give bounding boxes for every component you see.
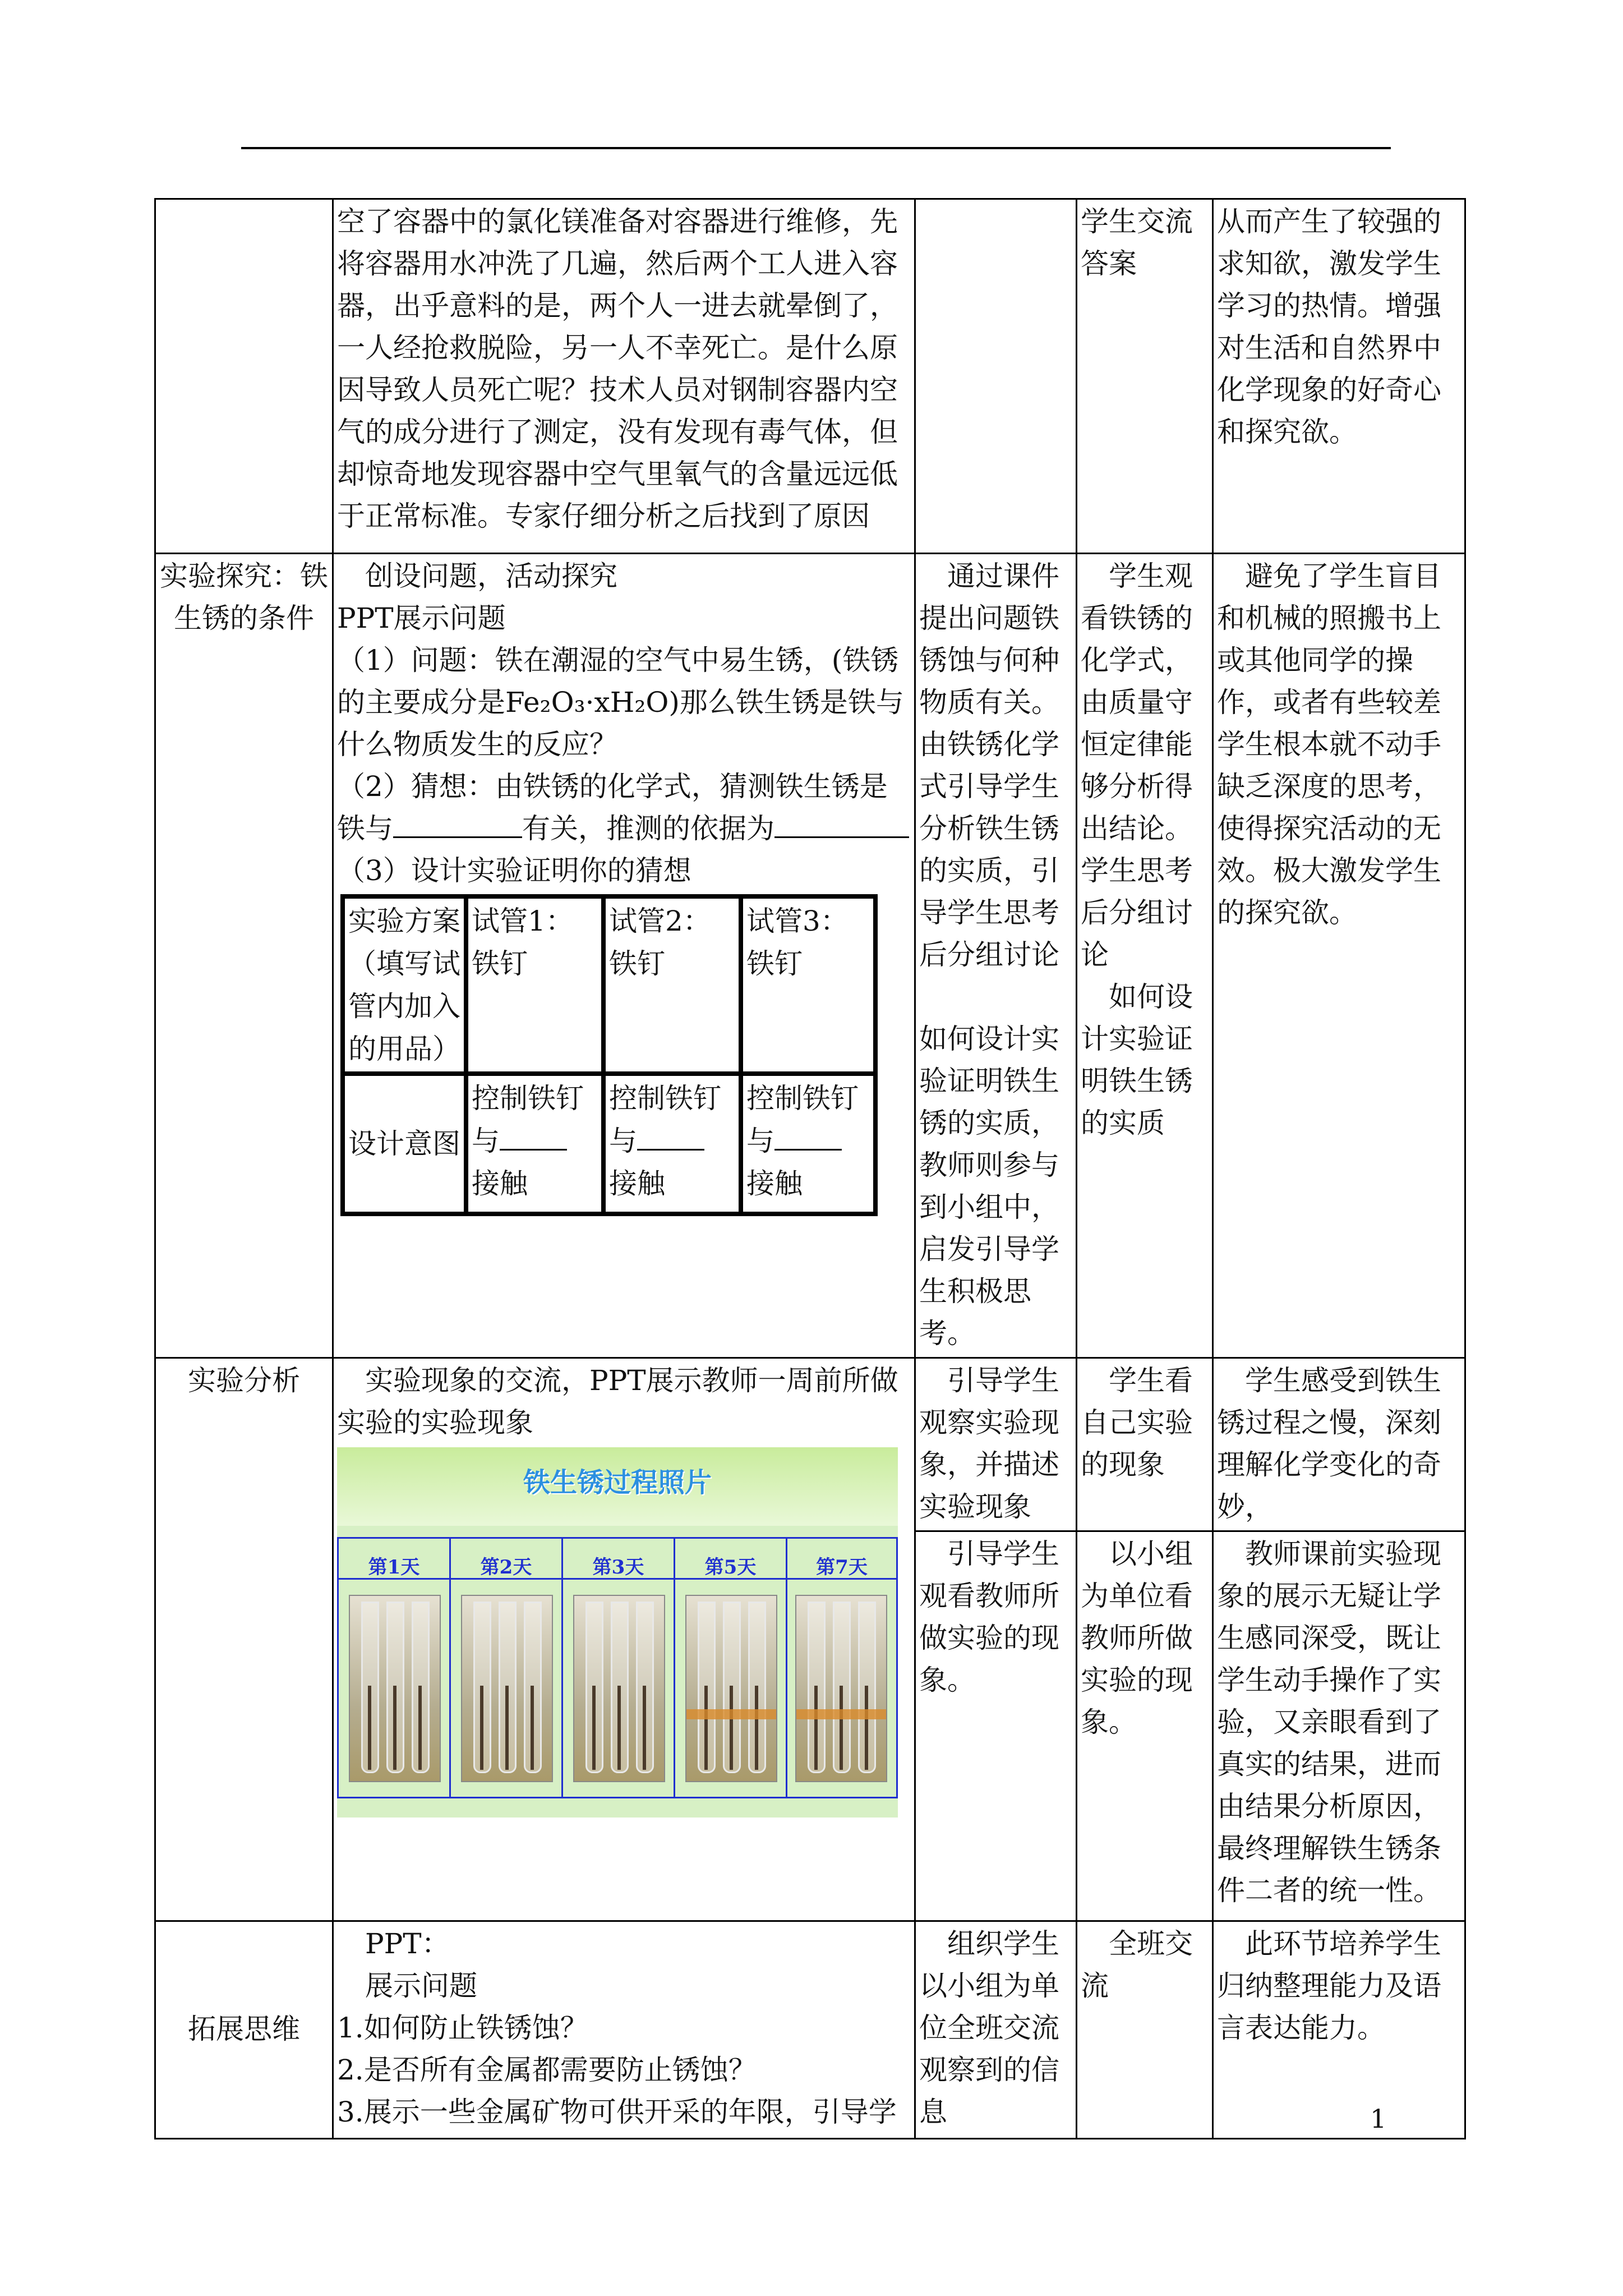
- teacher-activity-cell: [333, 1358, 915, 1921]
- day-divider: [675, 1578, 786, 1580]
- blank-line: [393, 808, 522, 838]
- design-intent-cell: 从而产生了较强的求知欲，激发学生学习的热情。增强对生活和自然界中化学现象的好奇心和探究欲。: [1213, 199, 1465, 554]
- tube-3-intent: [741, 1074, 875, 1214]
- guess-text-2: 有关，推测的依据为: [522, 812, 774, 845]
- table-row: [155, 1921, 1465, 2139]
- test-tubes-image: [685, 1595, 777, 1782]
- intent-text-2: 接触: [472, 1167, 528, 1200]
- blank-line: [774, 808, 909, 838]
- photo-title: 铁生锈过程照片: [523, 1467, 712, 1498]
- intent-text: 控制铁钉与: [746, 1082, 859, 1157]
- blank-line: [637, 1121, 704, 1151]
- teacher-line: 2.是否所有金属都需要防止锈蚀？: [337, 2054, 757, 2086]
- day-divider: [339, 1578, 449, 1580]
- teacher-text: 实验现象的交流，PPT展示教师一周前所做实验的实验现象: [337, 1364, 898, 1439]
- teacher-line: PPT展示问题: [337, 602, 506, 634]
- guide-cell: [915, 1921, 1077, 2139]
- teacher-activity-cell: 空了容器中的氯化镁准备对容器进行维修，先将容器用水冲洗了几遍，然后两个工人进入容器，出乎意料的是，两个人一进去就晕倒了，一人经抢救脱险，另一人不幸死亡。是什么原因导致人员死亡呢？技术人员对钢制容器内空气的成分进行了测定，没有发现有毒气体，但却惊奇地发现容器中空气里氧气的含量远远低于正常标准。专家仔细分析之后找到了原因: [333, 199, 915, 554]
- intent-text: 控制铁钉与: [609, 1082, 721, 1157]
- teacher-line: 1.如何防止铁锈蚀？: [337, 2012, 588, 2044]
- stage-label: 实验分析: [188, 1364, 300, 1397]
- intent-text-2: 接触: [746, 1167, 803, 1200]
- blank-line: [774, 1121, 842, 1151]
- guide-text: 引导学生观察实验现象，并描述实验现象: [919, 1364, 1059, 1523]
- day-divider: [787, 1578, 896, 1580]
- tube-2-header: 试管2：铁钉: [603, 896, 741, 1074]
- experiment-design-table: [340, 894, 878, 1216]
- plan-header: 实验方案（填写试管内加入的用品）: [343, 896, 466, 1074]
- student-text-2: 如何设计实验证明铁生锈的实质: [1081, 981, 1193, 1139]
- student-activity-cell: [1077, 1358, 1213, 1531]
- test-tubes-image: [795, 1595, 887, 1782]
- stage-cell: [155, 554, 333, 1358]
- stage-label: 拓展思维: [188, 2013, 300, 2045]
- teacher-line: （3）设计实验证明你的猜想: [337, 854, 691, 887]
- guide-text-2: 如何设计实验证明铁生锈的实质，教师则参与到小组中，启发引导学生积极思考。: [919, 1023, 1059, 1350]
- tube-3-header: 试管3：铁钉: [741, 896, 875, 1074]
- table-row: [155, 1358, 1465, 1531]
- teacher-line: PPT：: [365, 1927, 450, 1960]
- design-intent-label: 设计意图: [343, 1074, 466, 1214]
- stage-cell: [155, 1921, 333, 2139]
- day-panel: [451, 1539, 563, 1797]
- blank-line: [500, 1121, 567, 1151]
- student-text: 学生观看铁锈的化学式，由质量守恒定律能够分析得出结论。学生思考后分组讨论: [1081, 560, 1193, 971]
- day-panel: [563, 1539, 675, 1797]
- guide-text: 引导学生观看教师所做实验的现象。: [919, 1538, 1059, 1696]
- student-text: 全班交流: [1081, 1927, 1193, 2002]
- student-activity-cell: [1077, 1531, 1213, 1921]
- stage-cell: [155, 199, 333, 554]
- teacher-line: 3.展示一些金属矿物可供开采的年限，引导学: [337, 2096, 897, 2128]
- student-activity-cell: [1077, 554, 1213, 1358]
- intent-text: 教师课前实验现象的展示无疑让学生感同深受，既让学生动手操作了实验，又亲眼看到了真实的结果，进而由结果分析原因，最终理解铁生锈条件二者的统一性。: [1217, 1538, 1441, 1907]
- guide-cell: [915, 1358, 1077, 1531]
- day-label: 第1天: [368, 1556, 420, 1579]
- test-tubes-image: [349, 1595, 441, 1782]
- intent-text: 此环节培养学生归纳整理能力及语言表达能力。: [1217, 1927, 1441, 2044]
- lesson-plan-table: [154, 198, 1466, 2139]
- teacher-guess: [337, 766, 911, 850]
- student-text: 学生看自己实验的现象: [1081, 1364, 1193, 1481]
- intent-text-2: 接触: [609, 1167, 665, 1200]
- guide-cell: [915, 554, 1077, 1358]
- day-divider: [563, 1578, 674, 1580]
- table-row: [155, 554, 1465, 1358]
- teacher-question: （1）问题：铁在潮湿的空气中易生锈，(铁锈的主要成分是Fe₂O₃·xH₂O)那么铁生锈是铁与什么物质发生的反应？: [337, 644, 904, 761]
- page-number: 1: [1370, 2104, 1387, 2134]
- intent-text: 避免了学生盲目和机械的照搬书上或其他同学的操作，或者有些较差学生根本就不动手缺乏深度的思考，使得探究活动的无效。极大激发学生的探究欲。: [1217, 560, 1441, 929]
- stage-cell: [155, 1358, 333, 1921]
- day-label: 第7天: [816, 1556, 868, 1579]
- day-label: 第2天: [480, 1556, 532, 1579]
- day-panel: [787, 1539, 896, 1797]
- rust-process-photo: [337, 1447, 898, 1818]
- day-divider: [451, 1578, 561, 1580]
- guide-cell: [915, 1531, 1077, 1921]
- guess-text: （2）猜想：由铁锈的化学式，猜测铁生锈是铁与: [337, 770, 888, 845]
- teacher-line: 展示问题: [365, 1970, 477, 2002]
- design-intent-cell: [1213, 554, 1465, 1358]
- student-text: 以小组为单位看教师所做实验的现象。: [1081, 1538, 1193, 1738]
- teacher-line: 创设问题，活动探究: [365, 560, 617, 592]
- guide-text: 通过课件提出问题铁锈蚀与何种物质有关。由铁锈化学式引导学生分析铁生锈的实质，引导学生思考后分组讨论: [919, 560, 1059, 971]
- teacher-activity-cell: [333, 554, 915, 1358]
- test-tubes-image: [573, 1595, 665, 1782]
- design-intent-cell: [1213, 1358, 1465, 1531]
- day-panel: [339, 1539, 451, 1797]
- tube-1-header: 试管1：铁钉: [466, 896, 603, 1074]
- table-row: [155, 199, 1465, 554]
- header-rule: [241, 147, 1391, 149]
- intent-text: 学生感受到铁生锈过程之慢，深刻理解化学变化的奇妙，: [1217, 1364, 1441, 1523]
- photo-grid: [337, 1537, 898, 1798]
- design-intent-cell: [1213, 1921, 1465, 2139]
- teacher-activity-cell: [333, 1921, 915, 2139]
- stage-label: 实验探究：铁生锈的条件: [160, 560, 328, 634]
- tube-2-intent: [603, 1074, 741, 1214]
- day-label: 第5天: [704, 1556, 757, 1579]
- student-activity-cell: [1077, 1921, 1213, 2139]
- intent-text: 控制铁钉与: [472, 1082, 584, 1157]
- test-tubes-image: [461, 1595, 553, 1782]
- guide-text: 组织学生以小组为单位全班交流观察到的信息: [919, 1927, 1059, 2128]
- design-intent-cell: [1213, 1531, 1465, 1921]
- tube-1-intent: [466, 1074, 603, 1214]
- day-panel: [675, 1539, 787, 1797]
- day-label: 第3天: [592, 1556, 644, 1579]
- student-activity-cell: 学生交流答案: [1077, 199, 1213, 554]
- guide-cell: [915, 199, 1077, 554]
